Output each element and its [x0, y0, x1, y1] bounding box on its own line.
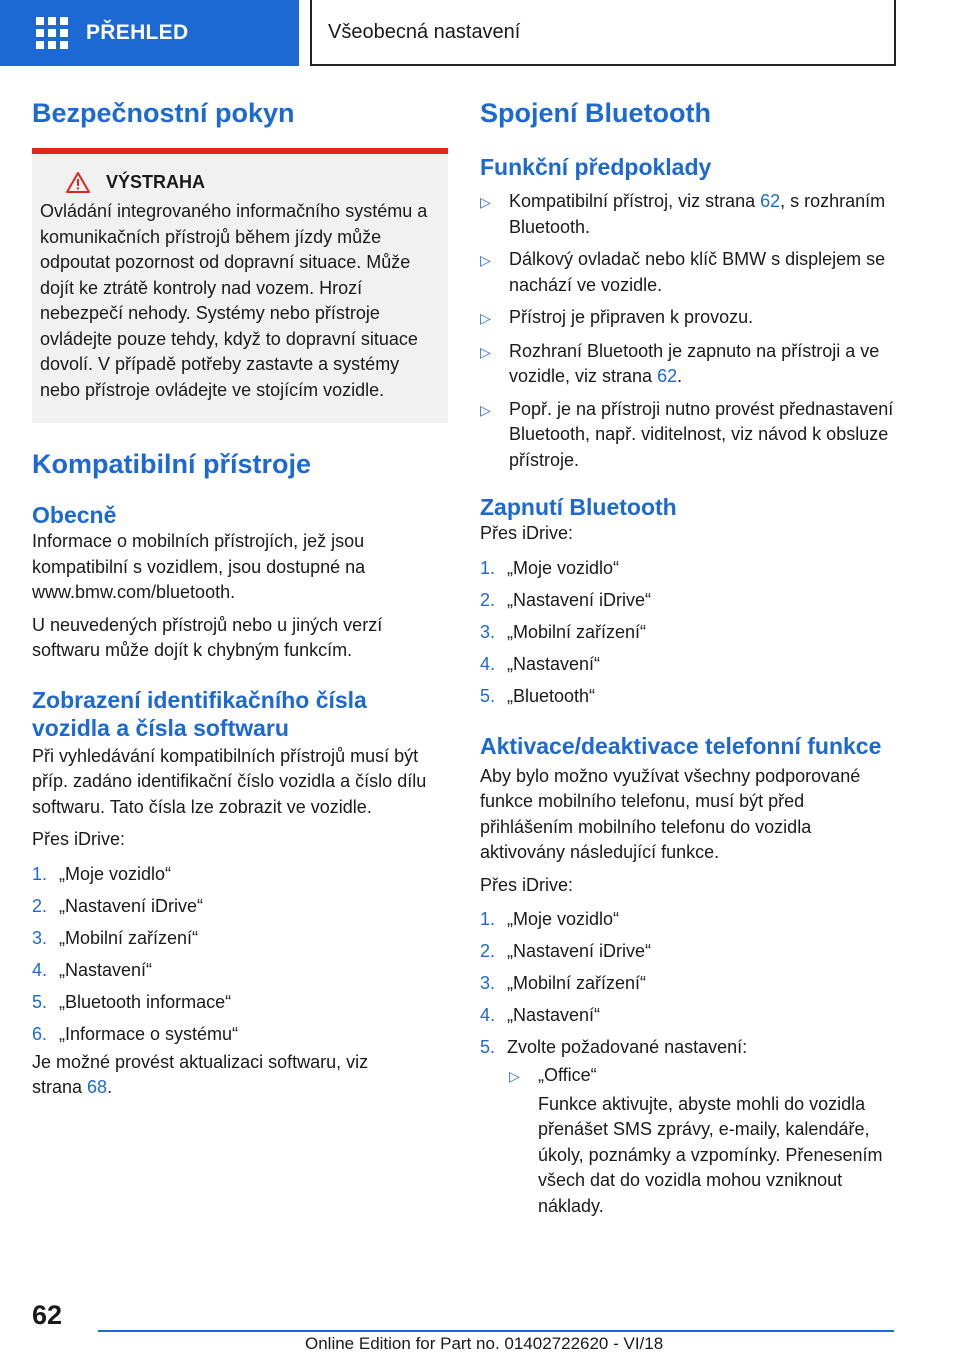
list-item: 3. „Mobilní zařízení“ [480, 973, 647, 993]
list-item: 4. „Nastavení“ [480, 653, 601, 674]
phone-function-paragraph: Aby bylo možno využívat všechny podporované funkce mobilního telefonu, musí být před přihlášením mobilního telefonu do vozidla aktivovány následující funkce. [480, 765, 861, 862]
page-number: 62 [32, 1300, 63, 1330]
right-column [480, 96, 900, 1226]
via-idrive-label: Přes iDrive: [480, 874, 574, 895]
office-sublist [509, 1063, 900, 1219]
identification-paragraph: Při vyhledávání kompatibilních přístrojů musí být příp. zadáno identifikační číslo vozidla a číslo dílu softwaru. Tato čísla lze zobrazit ve vozidle. [32, 745, 427, 817]
activation-steps [480, 903, 900, 1063]
list-item: 5. Zvolte požadované nastavení: [480, 1037, 748, 1057]
office-description: Funkce aktivujte, abyste mohli do vozidla přenášet SMS zprávy, e-maily, kalendáře, úkoly, poznámky a vzpomínky. Přenesením všech dat do vozidla mohou vzniknout náklady. [538, 1093, 883, 1216]
via-idrive-label: Přes iDrive: [480, 523, 574, 543]
identification-heading: Zobrazení identifikačního čísla vozidla a čísla softwaru [32, 686, 367, 741]
list-item: 3. „Mobilní zařízení“ [32, 927, 199, 948]
list-item: ▷ Rozhraní Bluetooth je zapnuto na přístroji a ve vozidle, viz strana 62. [480, 339, 900, 390]
list-item [509, 1063, 900, 1219]
list-item: 1. „Moje vozidlo“ [32, 863, 172, 884]
list-item: 3. „Mobilní zařízení“ [480, 621, 647, 642]
office-label: „Office“ [538, 1065, 597, 1085]
phone-function-heading: Aktivace/deaktivace telefonní funkce [480, 732, 882, 759]
warning-box [32, 148, 448, 423]
prerequisites-list [480, 189, 900, 473]
triangle-bullet-icon: ▷ [480, 401, 491, 418]
via-idrive-label: Přes iDrive: [32, 829, 126, 849]
list-item: 5. „Bluetooth informace“ [32, 991, 232, 1012]
enable-bluetooth-heading: Zapnutí Bluetooth [480, 494, 677, 520]
page-62-link[interactable]: 62 [760, 191, 781, 211]
general-heading: Obecně [32, 502, 117, 528]
triangle-bullet-icon: ▷ [480, 194, 491, 210]
list-item: ▷ Popř. je na přístroji nutno provést přednastavení Bluetooth, např. viditelnost, viz návod k obsluze přístroje. [480, 397, 900, 474]
triangle-bullet-icon: ▷ [509, 1068, 520, 1084]
list-item: 5. „Bluetooth“ [480, 685, 596, 706]
list-item: 2. „Nastavení iDrive“ [480, 941, 652, 961]
top-bar [0, 0, 960, 66]
page-68-link[interactable]: 68 [87, 1077, 108, 1097]
list-item: 2. „Nastavení iDrive“ [32, 895, 204, 916]
software-update-paragraph: Je možné provést aktualizaci softwaru, viz strana 68. [32, 1051, 369, 1097]
list-item: 1. „Moje vozidlo“ [480, 909, 620, 929]
footer-divider [98, 1330, 894, 1332]
section-title: Všeobecná nastavení [328, 20, 521, 43]
left-column [32, 96, 448, 1101]
list-item: 4. „Nastavení“ [480, 1005, 601, 1025]
page-62-link[interactable]: 62 [657, 366, 678, 386]
compatible-devices-heading: Kompatibilní přístroje [32, 449, 312, 479]
grid-menu-icon [36, 17, 68, 49]
section-title-tab[interactable] [310, 0, 896, 66]
bluetooth-heading: Spojení Bluetooth [480, 98, 711, 128]
warning-text: Ovládání integrovaného informačního systému a komunikačních přístrojů během jízdy může odpoutat pozornost od dopravní situace. Může dojít ke ztrátě kontroly nad vozem. Hrozí nebezpečí nehody. Systémy nebo přístroje ovládejte pouze tehdy, když to dopravní situace dovolí. V případě potřeby zastavte a systémy nebo přístroje ovládejte ve stojícím vozidle. [40, 201, 428, 400]
triangle-bullet-icon: ▷ [480, 343, 491, 360]
triangle-bullet-icon: ▷ [480, 310, 491, 326]
overview-button[interactable] [0, 0, 299, 66]
warning-triangle-icon [66, 172, 90, 193]
list-item: 4. „Nastavení“ [32, 959, 153, 980]
list-item: ▷ Přístroj je připraven k provozu. [480, 305, 900, 332]
triangle-bullet-icon: ▷ [480, 252, 491, 268]
warning-header [40, 172, 440, 193]
list-item: 2. „Nastavení iDrive“ [480, 589, 652, 610]
general-paragraph-2: U neuvedených přístrojů nebo u jiných verzí softwaru může dojít k chybným funkcím. [32, 614, 383, 660]
list-item: ▷ Dálkový ovladač nebo klíč BMW s displejem se nachází ve vozidle. [480, 247, 900, 298]
enable-steps [480, 552, 900, 712]
overview-label: PŘEHLED [86, 21, 189, 44]
general-paragraph-1: Informace o mobilních přístrojích, jež jsou kompatibilní s vozidlem, jsou dostupné na www.bmw.com/bluetooth. [32, 531, 366, 602]
list-item: 6. „Informace o systému“ [32, 1023, 239, 1044]
safety-heading: Bezpečnostní pokyn [32, 98, 295, 128]
identification-steps [32, 858, 448, 1050]
warning-label: VÝSTRAHA [106, 172, 206, 192]
prerequisites-heading: Funkční předpoklady [480, 154, 712, 180]
list-item: 1. „Moje vozidlo“ [480, 557, 620, 578]
edition-footer: Online Edition for Part no. 01402722620 - VI/18 [305, 1334, 664, 1353]
list-item: ▷ Kompatibilní přístroj, viz strana 62, s rozhraním Bluetooth. [480, 189, 900, 240]
